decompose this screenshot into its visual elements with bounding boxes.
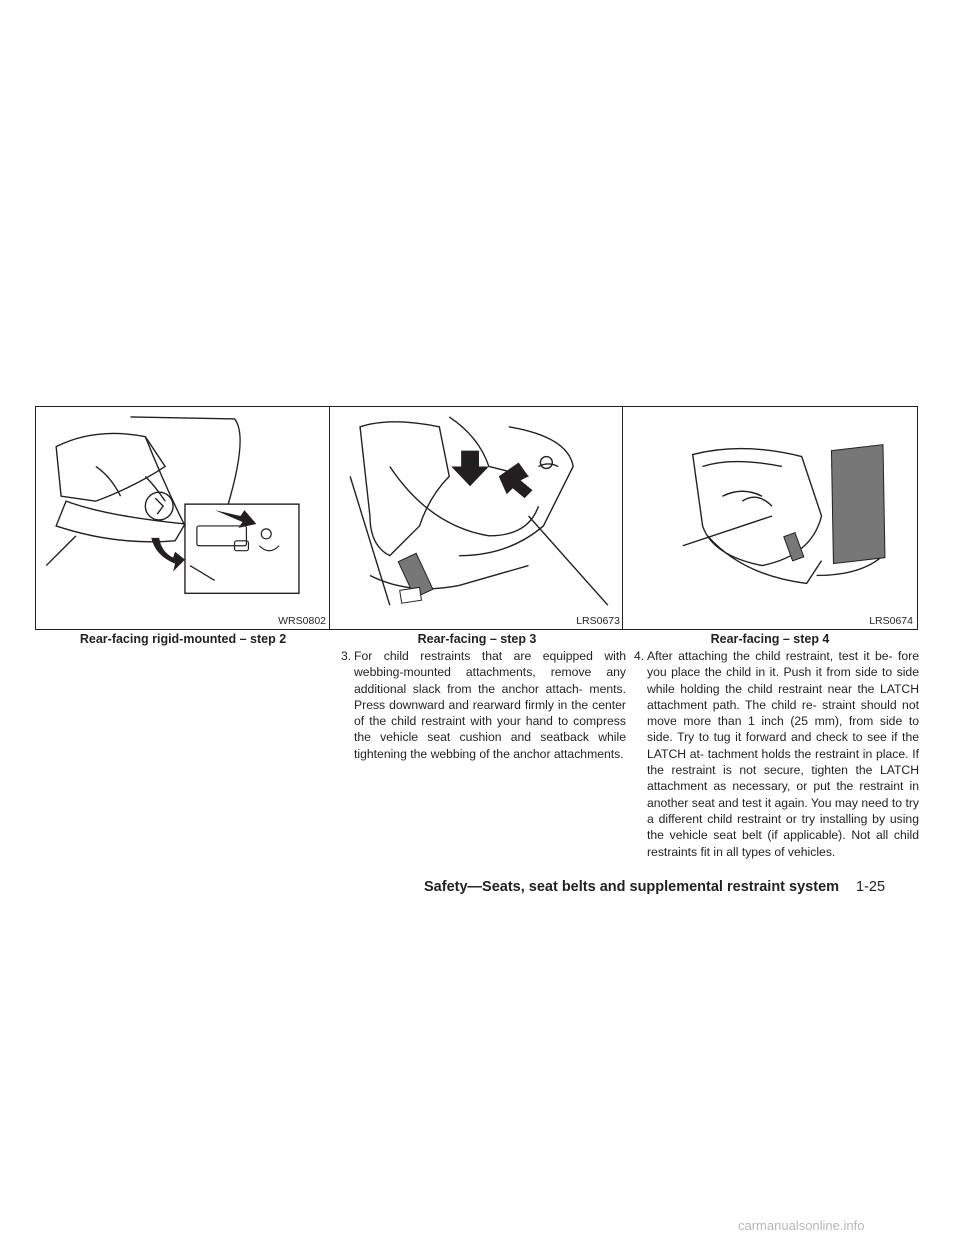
figure-rear-facing-rigid-step-2 [35, 406, 331, 630]
figure-caption: Rear-facing rigid-mounted – step 2 [79, 632, 287, 646]
figure-caption: Rear-facing – step 3 [417, 632, 537, 646]
figure-code: WRS0802 [278, 615, 326, 627]
step-3 [341, 648, 626, 762]
figure-code: LRS0673 [576, 615, 620, 627]
figure-caption: Rear-facing – step 4 [710, 632, 830, 646]
watermark: carmanualsonline.info [738, 1218, 865, 1233]
figure-code: LRS0674 [869, 615, 913, 627]
step-text: After attaching the child restraint, test it be- fore you place the child in it. Push it from side to side while holding the child restraint near the LATCH attachment path. The child re- straint should not move more than 1 inch (25 mm), from side to side. Try to tug it forward and check to see if the LATCH at- tachment holds the restraint in place. If the restraint is not secure, tighten the LATCH attachment as necessary, or put the restraint in another seat and test it again. You may need to try a different child restraint or try installing by using the vehicle seat belt (if applicable). Not all child restraints fit in all types of vehicles. [647, 649, 919, 859]
step-text: For child restraints that are equipped with webbing-mounted attachments, remove any additional slack from the anchor attach- ments. Press downward and rearward firmly in the center of the child restraint with your hand to compress the vehicle seat cushion and seatback while tightening the webbing of the anchor attachments. [354, 649, 626, 761]
step-4 [634, 648, 919, 860]
step-number: 3. [341, 649, 352, 663]
page-number: 1-25 [856, 879, 886, 895]
illustration-testing-restraint-fit [623, 407, 917, 629]
illustration-hands-pressing-restraint [330, 407, 624, 629]
figure-rear-facing-step-4 [622, 406, 918, 630]
section-title: Safety—Seats, seat belts and supplemental restraint system [424, 879, 840, 895]
step-number: 4. [634, 649, 645, 663]
illustration-seat-anchor-detail [36, 407, 330, 629]
figure-rear-facing-step-3 [329, 406, 625, 630]
